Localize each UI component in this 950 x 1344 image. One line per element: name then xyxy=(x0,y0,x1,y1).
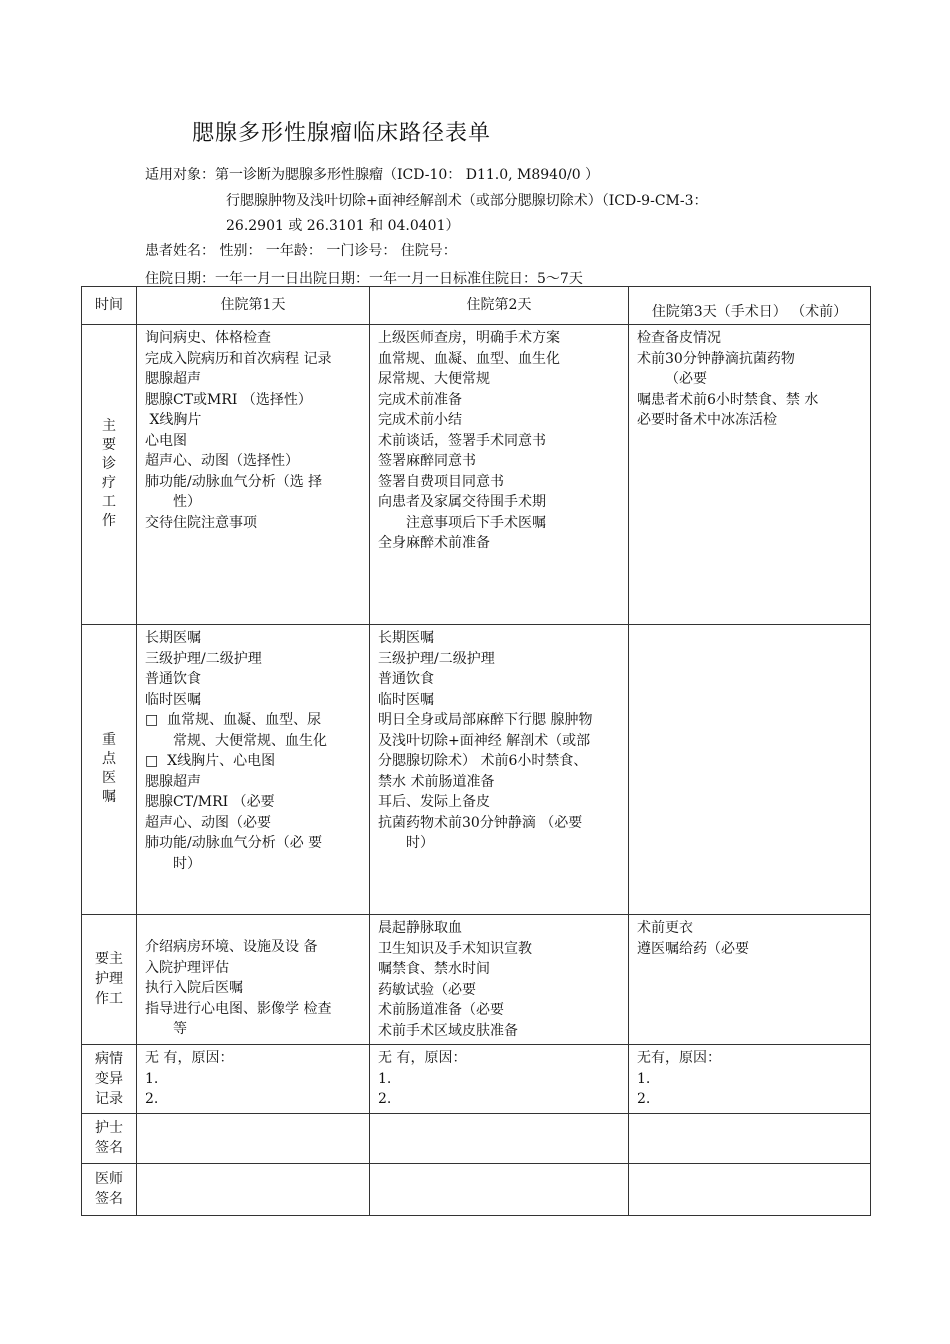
procedure-codes: 26.2901 或 26.3101 和 04.0401） xyxy=(226,218,460,234)
header-time: 时间 xyxy=(82,287,137,325)
procedure-line: 行腮腺肿物及浅叶切除+面神经解剖术（或部分腮腺切除术）（ICD-9-CM-3： xyxy=(226,193,708,209)
variance-day1: 无 有，原因： 1. 2. xyxy=(137,1045,370,1114)
variance-day2: 无 有，原因： 1. 2. xyxy=(370,1045,629,1114)
row-label-doctor-signature: 医师签名 xyxy=(82,1163,137,1215)
main-work-row xyxy=(82,325,871,625)
applicable-target: 适用对象：第一诊断为腮腺多形性腺瘤（ICD-10： D11.0, M8940/0 ） xyxy=(145,167,600,183)
orders-day2: 长期医嘱 三级护理/二级护理 普通饮食 临时医嘱 明日全身或局部麻醉下行腮 腺肿物 及浅叶切除+面神经 解剖术（或部 分腮腺切除术） 术前6小时禁食、 禁水 术前肠道准备 耳后、发际上备皮 抗菌药物术前30分钟静滴 （必要 时） xyxy=(370,625,629,915)
row-label-variance: 病情变异记录 xyxy=(82,1045,137,1114)
form-title: 腮腺多形性腺瘤临床路径表单 xyxy=(192,121,492,146)
doctor-signature-row xyxy=(82,1163,871,1215)
doctor-signature-day2[interactable] xyxy=(370,1163,629,1215)
orders-row xyxy=(82,625,871,915)
nursing-day3: 术前更衣 遵医嘱给药（必要 xyxy=(629,915,871,1045)
main-work-day2: 上级医师查房，明确手术方案 血常规、血凝、血型、血生化 尿常规、大便常规 完成术前准备 完成术前小结 术前谈话，签署手术同意书 签署麻醉同意书 签署自费项目同意书 向患者及家属交待围手术期 注意事项后下手术医嘱 全身麻醉术前准备 xyxy=(370,325,629,625)
doctor-signature-day1[interactable] xyxy=(137,1163,370,1215)
row-label-orders: 重点医嘱 xyxy=(82,625,137,915)
orders-day3 xyxy=(629,625,871,915)
nurse-signature-day2[interactable] xyxy=(370,1113,629,1163)
row-label-nursing: 要主护理作工 xyxy=(82,915,137,1045)
variance-row xyxy=(82,1045,871,1114)
row-label-nurse-signature: 护士签名 xyxy=(82,1113,137,1163)
header-row xyxy=(82,287,871,325)
nursing-row xyxy=(82,915,871,1045)
main-work-day1: 询问病史、体格检查 完成入院病历和首次病程 记录 腮腺超声 腮腺CT或MRI （选择性） X线胸片 心电图 超声心、动图（选择性） 肺功能/动脉血气分析（选 择 性） 交待住院注意事项 xyxy=(137,325,370,625)
header-day2: 住院第2天 xyxy=(370,287,629,325)
header-day1: 住院第1天 xyxy=(137,287,370,325)
variance-day3: 无有，原因： 1. 2. xyxy=(629,1045,871,1114)
clinical-pathway-table xyxy=(81,286,871,1216)
nurse-signature-row xyxy=(82,1113,871,1163)
orders-day1: 长期医嘱 三级护理/二级护理 普通饮食 临时医嘱 □ 血常规、血凝、血型、尿 常规、大便常规、血生化 □ X线胸片、心电图 腮腺超声 腮腺CT/MRI （必要 超声心、动图（必要 肺功能/动脉血气分析（必 要 时） xyxy=(137,625,370,915)
nurse-signature-day1[interactable] xyxy=(137,1113,370,1163)
nursing-day1: 介绍病房环境、设施及设 备 入院护理评估 执行入院后医嘱 指导进行心电图、影像学 检查 等 xyxy=(137,915,370,1045)
nursing-day2: 晨起静脉取血 卫生知识及手术知识宣教 嘱禁食、禁水时间 药敏试验（必要 术前肠道准备（必要 术前手术区域皮肤准备 xyxy=(370,915,629,1045)
nurse-signature-day3[interactable] xyxy=(629,1113,871,1163)
patient-info-line: 患者姓名： 性别： 一年龄： 一门诊号： 住院号： xyxy=(145,243,457,259)
doctor-signature-day3[interactable] xyxy=(629,1163,871,1215)
header-day3: 住院第3天（手术日） （术前） xyxy=(629,287,871,325)
main-work-day3: 检查备皮情况 术前30分钟静滴抗菌药物 （必要 嘱患者术前6小时禁食、禁 水 必要时备术中冰冻活检 xyxy=(629,325,871,625)
admission-dates-line: 住院日期：一年一月一日出院日期：一年一月一日标准住院日：5〜7天 xyxy=(145,271,583,287)
row-label-main-work: 主要诊疗工作 xyxy=(82,325,137,625)
